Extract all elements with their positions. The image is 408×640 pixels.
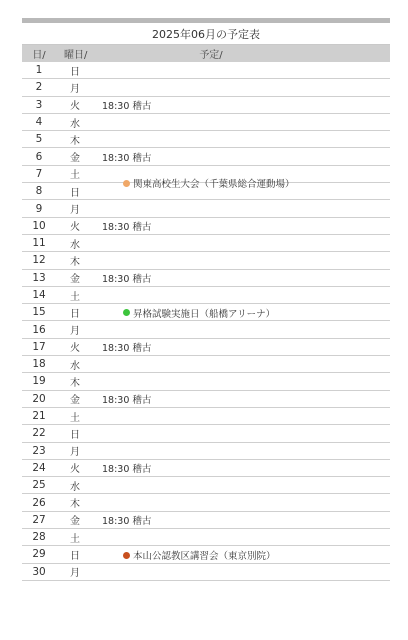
row-weekday: 火 [70, 101, 80, 113]
table-row [22, 391, 390, 408]
table-row [22, 148, 390, 165]
row-day: 16 [32, 323, 46, 336]
table-row [22, 494, 390, 511]
row-weekday: 月 [70, 83, 80, 95]
row-weekday: 金 [70, 516, 80, 528]
event-dot-icon [123, 552, 130, 559]
table-row [22, 252, 390, 269]
table-row [22, 131, 390, 148]
row-weekday: 土 [70, 291, 80, 303]
table-row [22, 460, 390, 477]
row-day: 25 [32, 479, 46, 492]
table-row [22, 356, 390, 373]
table-row [22, 62, 390, 79]
table-row [22, 218, 390, 235]
row-plan: 18:30 稽古 [102, 221, 152, 233]
table-row [22, 529, 390, 546]
row-weekday: 金 [70, 153, 80, 165]
row-day: 20 [32, 392, 46, 405]
row-weekday: 木 [70, 499, 80, 511]
row-weekday: 火 [70, 343, 80, 355]
row-day: 17 [32, 340, 46, 353]
row-day: 8 [35, 185, 43, 198]
table-row [22, 564, 390, 581]
row-day: 27 [32, 513, 46, 526]
row-day: 7 [35, 167, 43, 180]
row-day: 24 [32, 461, 46, 474]
row-weekday: 木 [70, 256, 80, 268]
row-day: 12 [32, 254, 46, 267]
row-weekday: 水 [70, 481, 80, 493]
row-day: 10 [32, 219, 46, 232]
row-plan: 18:30 稽古 [102, 463, 152, 475]
row-plan: 18:30 稽古 [102, 273, 152, 285]
row-weekday: 日 [70, 308, 80, 320]
row-weekday: 火 [70, 464, 80, 476]
row-weekday: 金 [70, 395, 80, 407]
row-day: 9 [35, 202, 43, 215]
row-day: 6 [35, 150, 43, 163]
table-row [22, 512, 390, 529]
row-day: 23 [32, 444, 46, 457]
row-day: 11 [32, 237, 46, 250]
row-weekday: 木 [70, 135, 80, 147]
schedule-rows [22, 62, 390, 581]
header-plan: 予定/ [199, 50, 223, 61]
table-row [22, 235, 390, 252]
table-row [22, 79, 390, 96]
row-plan: 18:30 稽古 [102, 100, 152, 112]
row-weekday: 土 [70, 170, 80, 182]
row-day: 1 [35, 64, 43, 77]
table-row [22, 270, 390, 287]
table-row [22, 200, 390, 217]
event-label: 昇格試験実施日（船橋アリーナ） [133, 308, 276, 320]
header-weekday: 曜日/ [64, 50, 88, 61]
page-title: 2025年06月の予定表 [22, 23, 390, 45]
table-row [22, 321, 390, 338]
row-day: 3 [35, 98, 43, 111]
row-day: 15 [32, 306, 46, 319]
table-row [22, 408, 390, 425]
row-day: 5 [35, 133, 43, 146]
event-dot-icon [123, 309, 130, 316]
row-weekday: 日 [70, 66, 80, 78]
row-day: 2 [35, 81, 43, 94]
event-item [123, 304, 275, 321]
row-weekday: 水 [70, 239, 80, 251]
table-row [22, 97, 390, 114]
row-weekday: 火 [70, 222, 80, 234]
table-row [22, 373, 390, 390]
row-weekday: 月 [70, 447, 80, 459]
row-day: 28 [32, 531, 46, 544]
table-row [22, 339, 390, 356]
row-weekday: 月 [70, 568, 80, 580]
row-day: 29 [32, 548, 46, 561]
row-plan: 18:30 稽古 [102, 515, 152, 527]
schedule-sheet [22, 18, 390, 581]
row-day: 19 [32, 375, 46, 388]
row-weekday: 日 [70, 550, 80, 562]
row-day: 21 [32, 410, 46, 423]
event-label: 本山公認教区講習会（東京別院） [133, 551, 276, 563]
row-day: 26 [32, 496, 46, 509]
event-item [123, 166, 295, 201]
row-weekday: 月 [70, 326, 80, 338]
row-weekday: 日 [70, 187, 80, 199]
table-row [22, 114, 390, 131]
row-weekday: 土 [70, 412, 80, 424]
row-plan: 18:30 稽古 [102, 152, 152, 164]
row-day: 14 [32, 289, 46, 301]
event-label: 関東高校生大会（千葉県総合運動場） [133, 179, 295, 191]
table-row [22, 477, 390, 494]
row-plan: 18:30 稽古 [102, 342, 152, 354]
row-weekday: 月 [70, 205, 80, 217]
row-day: 30 [32, 565, 46, 578]
header-day: 日/ [32, 50, 46, 61]
event-dot-icon [123, 180, 130, 187]
row-weekday: 水 [70, 118, 80, 130]
table-row [22, 287, 390, 304]
row-weekday: 日 [70, 429, 80, 441]
row-day: 22 [32, 427, 46, 440]
row-weekday: 金 [70, 274, 80, 286]
row-day: 4 [35, 116, 43, 129]
row-weekday: 木 [70, 377, 80, 389]
event-item [123, 546, 276, 563]
row-plan: 18:30 稽古 [102, 394, 152, 406]
row-day: 13 [32, 271, 46, 284]
row-weekday: 水 [70, 360, 80, 372]
table-row [22, 443, 390, 460]
table-row [22, 425, 390, 442]
table-header [22, 45, 390, 62]
row-weekday: 土 [70, 533, 80, 545]
row-day: 18 [32, 358, 46, 371]
